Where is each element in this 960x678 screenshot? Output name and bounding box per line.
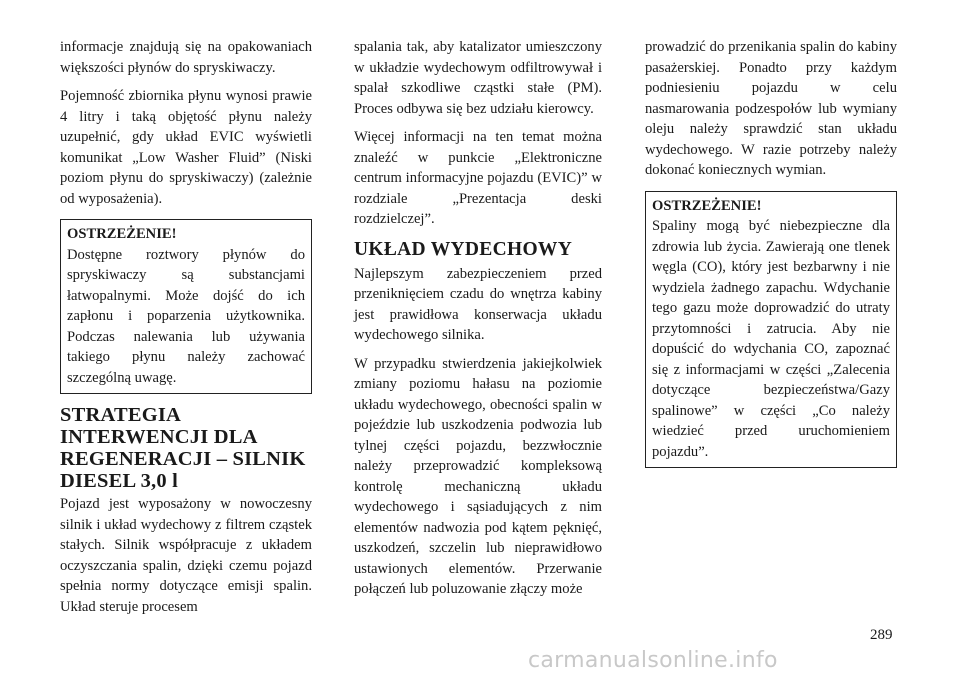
paragraph: W przypadku stwierdzenia jakiejkolwiek zmiany poziomu hałasu na poziomie układu wydechowego, obecności spalin w pojeździe lub uszkodzenia podwozia lub tylnej części pojazdu, bezzwłocznie należy przeprowadzić kompleksową kontrolę mechaniczną układu wydechowego i sąsiadujących z nim elementów nadwozia pod kątem pęknięć, uszkodzeń, szczelin lub nieprawidłowo ustawionych elementów. Przerwanie połączeń lub poluzowanie złączy może: [354, 355, 602, 597]
paragraph: spalania tak, aby katalizator umieszczony w układzie wydechowym odfiltrowywał i spalał szkodliwe cząstki stałe (PM). Proces odbywa się bez udziału kierowcy.: [354, 39, 602, 117]
section-heading: UKŁAD WYDECHOWY: [354, 238, 573, 260]
warning-body: Spaliny mogą być niebezpieczne dla zdrowia lub życia. Zawierają one tlenek węgla (CO), który jest bezbarwny i nie wydziela żadnego zapachu. Wdychanie tego gazu może doprowadzić do utraty przytomności i zatrucia. Aby nie dopuścić do wdychania CO, zapoznać się z informacjami w części „Zalecenia dotyczące bezpieczeństwa/Gazy spalinowe” w części „Co należy wiedzieć przed uruchomieniem pojazdu”.: [652, 218, 890, 460]
column-right: [645, 37, 897, 478]
paragraph: prowadzić do przenikania spalin do kabiny pasażerskiej. Ponadto przy każdym podniesieniu pojazdu w celu nasmarowania podzespołów lub wymiany oleju należy sprawdzić stan układu wydechowego. W razie potrzeby należy dokonać koniecznych wymian.: [645, 39, 897, 178]
warning-box: [60, 219, 312, 394]
page-number: 289: [870, 627, 893, 643]
warning-box: [645, 191, 897, 469]
paragraph: Pojemność zbiornika płynu wynosi prawie 4 litry i taką objętość płynu należy uzupełnić, gdy układ EVIC wyświetli komunikat „Low Washer Fluid” (Niski poziom płynu do spryskiwaczy) (zależnie od wyposażenia).: [60, 88, 312, 207]
paragraph: Najlepszym zabezpieczeniem przed przeniknięciem czadu do wnętrza kabiny jest prawidłowa konserwacja układu wydechowego silnika.: [354, 265, 602, 343]
column-middle: [354, 37, 602, 608]
warning-title: OSTRZEŻENIE!: [652, 197, 762, 214]
paragraph: Pojazd jest wyposażony w nowoczesny silnik i układ wydechowy z filtrem cząstek stałych. Silnik współpracuje z układem oczyszczania spalin, dzięki czemu pojazd spełnia normy dotyczące emisji spalin. Układ steruje procesem: [60, 496, 312, 615]
column-left: [60, 37, 312, 625]
section-heading: STRATEGIA INTERWENCJI DLA REGENERACJI – SILNIK DIESEL 3,0 l: [60, 404, 306, 492]
warning-title: OSTRZEŻENIE!: [67, 226, 177, 242]
warning-body: Dostępne roztwory płynów do spryskiwaczy są substancjami łatwopalnymi. Może dojść do ich zapłonu i poparzenia użytkownika. Podczas nalewania lub używania takiego płynu należy zachować szczególną uwagę.: [67, 246, 305, 386]
paragraph: informacje znajdują się na opakowaniach większości płynów do spryskiwaczy.: [60, 39, 312, 76]
watermark: carmanualsonline.info: [528, 648, 778, 673]
paragraph: Więcej informacji na ten temat można znaleźć w punkcie „Elektroniczne centrum informacyjne pojazdu (EVIC)” w rozdziale „Prezentacja deski rozdzielczej”.: [354, 129, 602, 227]
